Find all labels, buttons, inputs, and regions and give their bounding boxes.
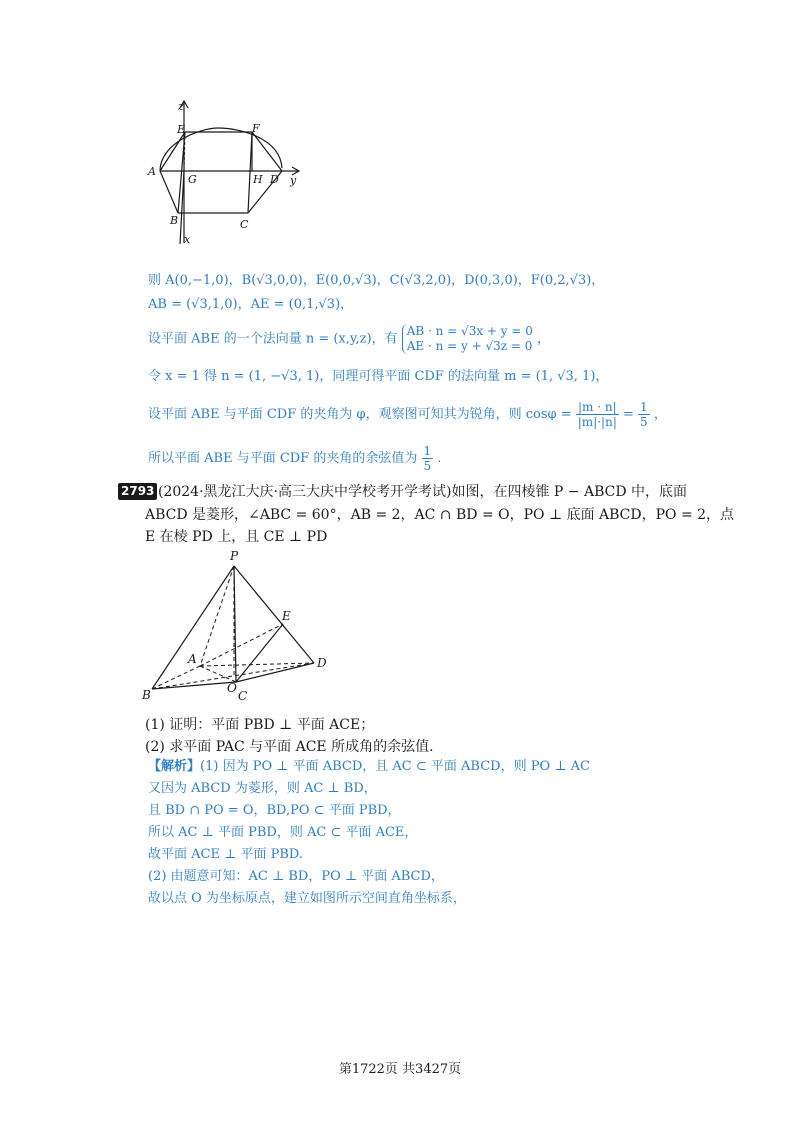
problem-line3: E 在棱 PD 上，且 CE ⊥ PD [145, 529, 328, 545]
label-F: F [252, 122, 260, 135]
problem-number-badge: 2793 [118, 483, 157, 500]
cos-fraction-num: |m · n| [576, 400, 619, 415]
label-D2: D [317, 656, 327, 670]
label-E: E [177, 123, 186, 136]
cos-fraction [576, 400, 619, 429]
label-H: H [253, 173, 263, 186]
solution2-line3: 且 BD ∩ PO = O，BD,PO ⊂ 平面 PBD， [148, 803, 401, 818]
cos-value-fraction [638, 400, 650, 429]
label-G: G [188, 173, 197, 186]
solution2-line1-text: (1) 因为 PO ⊥ 平面 ABCD，且 AC ⊂ 平面 ABCD，则 PO ⊥ AC [200, 759, 590, 774]
label-P: P [230, 549, 239, 563]
system-row1: AB · n = √3x + y = 0 [406, 324, 533, 338]
solution1-line3 [148, 324, 550, 354]
system-row2: AE · n = y + √3z = 0 [406, 339, 533, 353]
figure-solid-coordinate [140, 98, 320, 250]
solution2-line6: (2) 由题意可知：AC ⊥ BD，PO ⊥ 平面 ABCD， [148, 869, 444, 884]
equation-system [402, 324, 533, 354]
solution1-line6-suffix: . [437, 451, 442, 466]
solution-tag: 【解析】 [148, 759, 201, 774]
solution1-line1: 则 A(0,−1,0)，B(√3,0,0)，E(0,0,√3)，C(√3,2,0)，D(0,3,0)，F(0,2,√3)， [148, 273, 605, 288]
label-z: z [178, 100, 184, 113]
solution1-line5-suffix: ， [653, 407, 667, 422]
label-O: O [227, 681, 237, 695]
label-A: A [148, 165, 156, 178]
solution2-line5: 故平面 ACE ⊥ 平面 PBD. [148, 847, 303, 862]
label-C: C [240, 218, 249, 231]
cos-value-den: 5 [640, 415, 648, 429]
solution1-line5-eq: = [623, 407, 634, 422]
answer-num: 1 [423, 444, 432, 458]
solution1-line6-prefix: 所以平面 ABE 与平面 CDF 的夹角的余弦值为 [148, 451, 418, 466]
question-1: (1) 证明：平面 PBD ⊥ 平面 ACE； [145, 717, 375, 733]
cos-fraction-den: |m|·|n| [577, 415, 617, 429]
answer-den: 5 [423, 459, 432, 473]
solution1-line3-suffix: ， [537, 331, 551, 347]
label-E2: E [282, 609, 291, 623]
page-footer: 第1722页 共3427页 [338, 1062, 462, 1077]
solution1-line5-prefix: 设平面 ABE 与平面 CDF 的夹角为 φ，观察图可知其为锐角，则 cosφ = [148, 407, 572, 422]
problem-line2: ABCD 是菱形，∠ABC = 60°，AB = 2，AC ∩ BD = O，PO ⊥ 底面 ABCD，PO = 2，点 [145, 507, 735, 523]
answer-fraction [422, 444, 434, 473]
label-B2: B [142, 688, 151, 702]
solution2-line7: 故以点 O 为坐标原点，建立如图所示空间直角坐标系， [148, 891, 466, 906]
solution1-line2: AB = (√3,1,0)，AE = (0,1,√3)， [148, 297, 354, 312]
label-y: y [290, 174, 297, 187]
solution1-line3-prefix: 设平面 ABE 的一个法向量 n = (x,y,z)，有 [148, 331, 398, 347]
label-B: B [170, 214, 179, 227]
figure-pyramid [140, 546, 340, 706]
label-A2: A [188, 652, 197, 666]
problem-line1: (2024·黑龙江大庆·高三大庆中学校考开学考试)如图，在四棱锥 P − ABCD 中，底面 [158, 484, 687, 500]
label-D: D [270, 173, 279, 186]
label-x: x [184, 233, 191, 246]
solution1-line6 [148, 444, 441, 473]
solution2-line2: 又因为 ABCD 为菱形，则 AC ⊥ BD， [148, 781, 377, 796]
solution2-line1 [148, 758, 590, 776]
question-2: (2) 求平面 PAC 与平面 ACE 所成角的余弦值. [145, 739, 434, 755]
label-C2: C [238, 689, 248, 703]
solution1-line4: 令 x = 1 得 n = (1, −√3, 1)，同理可得平面 CDF 的法向量 m = (1, √3, 1)， [148, 369, 609, 384]
cos-value-num: 1 [640, 400, 648, 414]
solution2-line4: 所以 AC ⊥ 平面 PBD，则 AC ⊂ 平面 ACE， [148, 825, 418, 840]
solution1-line5 [148, 400, 667, 429]
